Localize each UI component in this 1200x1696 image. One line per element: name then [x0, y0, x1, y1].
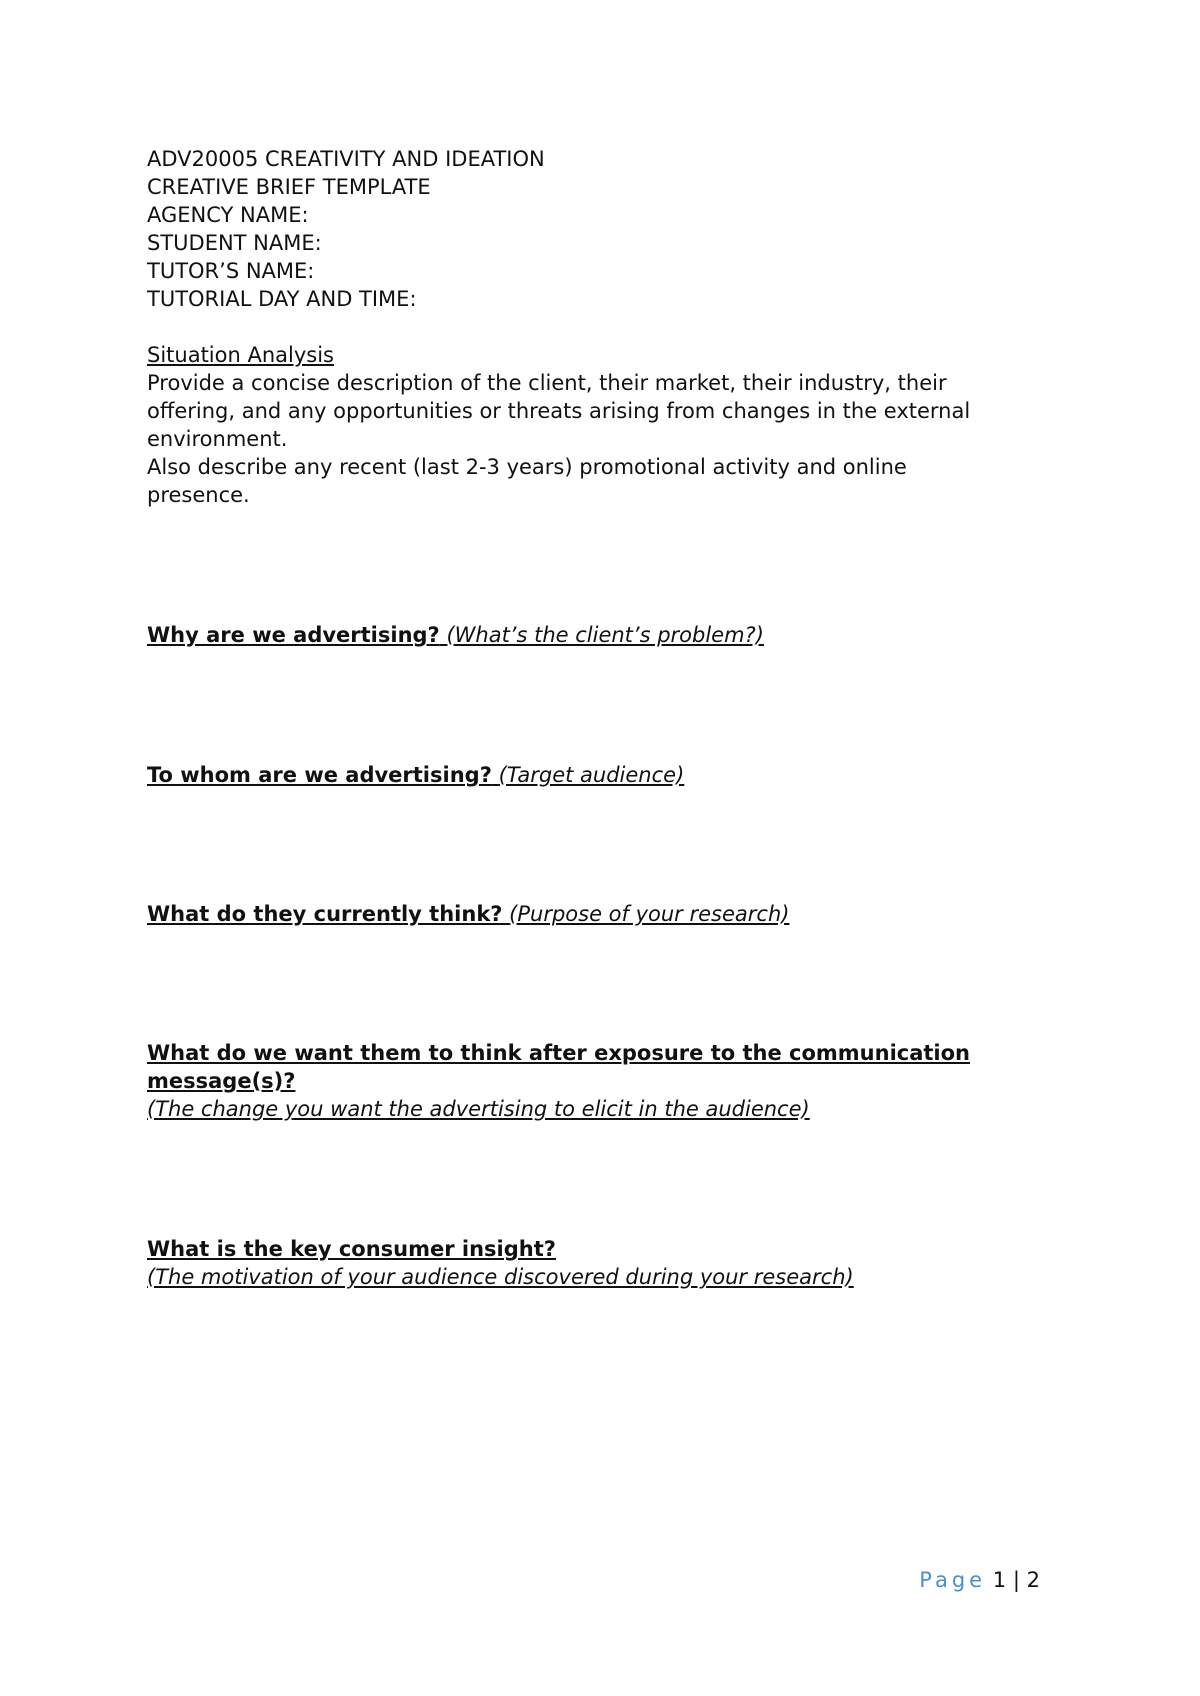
section-why	[147, 621, 1047, 649]
tutorial-time-label: TUTORIAL DAY AND TIME:	[147, 287, 417, 311]
section-hint: (The motivation of your audience discovered during your research)	[147, 1265, 854, 1289]
template-title: CREATIVE BRIEF TEMPLATE	[147, 175, 431, 199]
section-currently-think	[147, 900, 1047, 928]
section-insight	[147, 1235, 1047, 1291]
situation-para-2: Also describe any recent (last 2-3 years) promotional activity and online presence.	[147, 455, 907, 507]
page-number-footer	[919, 1566, 1040, 1594]
current-page: 1	[992, 1568, 1007, 1592]
section-hint: (The change you want the advertising to elicit in the audience)	[147, 1097, 810, 1121]
total-pages: 2	[1026, 1568, 1040, 1592]
section-heading: What is the key consumer insight?	[147, 1237, 556, 1261]
section-want-think	[147, 1039, 1047, 1123]
section-heading: What do we want them to think after exposure to the communication message(s)?	[147, 1041, 970, 1093]
page-separator: |	[1012, 1568, 1020, 1592]
blank-line	[147, 313, 1047, 341]
page-word: Page	[919, 1568, 987, 1592]
section-heading: Why are we advertising?	[147, 623, 440, 647]
section-hint: (What’s the client’s problem?)	[446, 623, 764, 647]
student-name-label: STUDENT NAME:	[147, 231, 322, 255]
agency-name-label: AGENCY NAME:	[147, 203, 309, 227]
section-hint: (Purpose of your research)	[509, 902, 790, 926]
section-whom	[147, 761, 1047, 789]
section-heading: What do they currently think?	[147, 902, 503, 926]
situation-para-1: Provide a concise description of the client, their market, their industry, their offering, and any opportunities or threats arising from changes in the external environment.	[147, 371, 971, 451]
header-block	[147, 145, 1047, 509]
section-hint: (Target audience)	[498, 763, 685, 787]
course-title: ADV20005 CREATIVITY AND IDEATION	[147, 147, 545, 171]
tutor-name-label: TUTOR’S NAME:	[147, 259, 315, 283]
section-heading: To whom are we advertising?	[147, 763, 492, 787]
situation-heading: Situation Analysis	[147, 343, 335, 367]
